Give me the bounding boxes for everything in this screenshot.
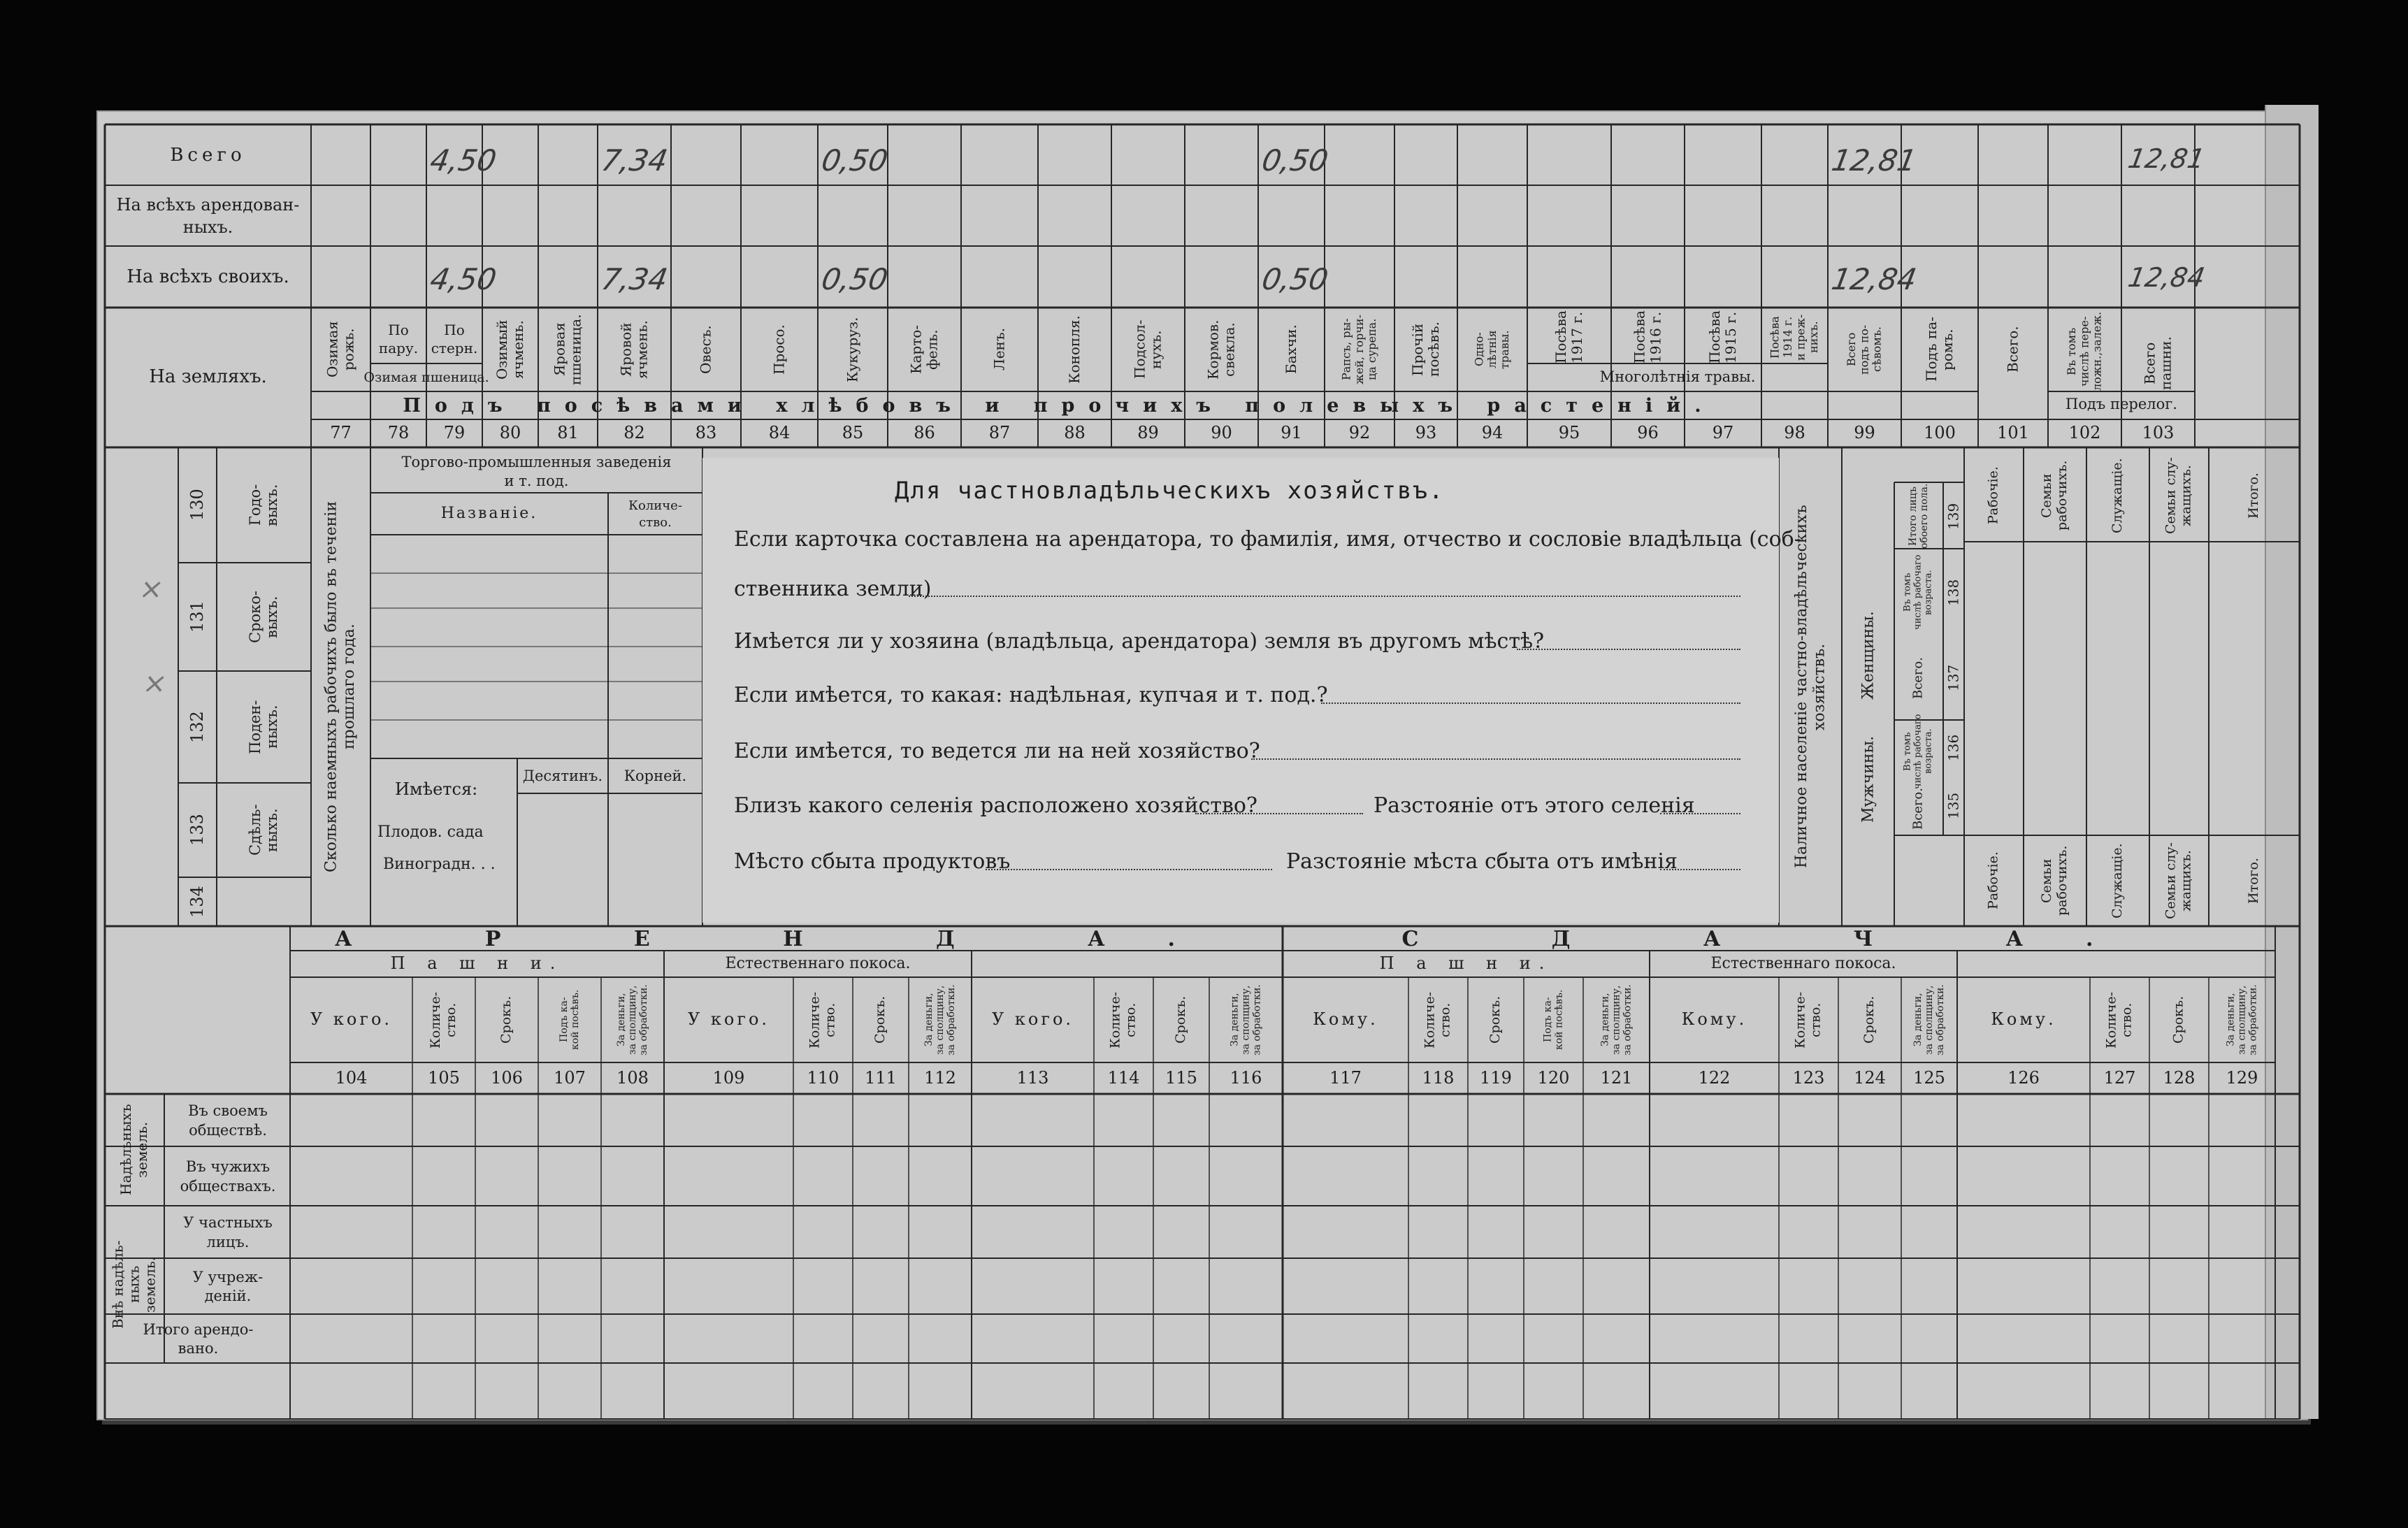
q2-answer-line[interactable] (1517, 649, 1740, 650)
pop-head-top-4: Итого. (2246, 473, 2262, 519)
bcol-num-106: 106 (491, 1067, 523, 1088)
row-u-uchrezhdeniy: У учреж- деній. (192, 1268, 264, 1304)
trade-title: Торгово-промышленныя заведенія и т. под. (401, 453, 672, 489)
imeetsya-label: Имѣется: (395, 779, 478, 799)
bcol-num-116: 116 (1230, 1067, 1262, 1088)
hired-workers-title: Сколько наемныхъ рабочихъ было въ теченіи прошлаго года. (322, 501, 358, 873)
col-head-84: Просо. (770, 324, 788, 375)
bcol-head-121: За деньги, за сполщину, за обработки. (1599, 984, 1634, 1055)
col-num-86: 86 (914, 423, 935, 443)
muzh-vsego: Всего. (1910, 788, 1926, 830)
arenda-pokos: Естественнаго покоса. (725, 954, 911, 972)
bcol-head-109: У кого. (687, 1009, 770, 1030)
pop-num-135: 135 (1945, 792, 1962, 819)
col-head-78: По пару. (378, 322, 419, 356)
arenda-title: А Р Е Н Д А. (335, 926, 1238, 951)
pod-perelog-label: Подъ перелог. (2065, 396, 2177, 413)
bcol-head-116: За деньги, за сполщину, за обработки. (1229, 984, 1263, 1055)
bcol-head-122: Кому. (1681, 1009, 1747, 1030)
bcol-num-126: 126 (2007, 1067, 2040, 1088)
bcol-head-113: У кого. (991, 1009, 1074, 1030)
col-num-80: 80 (499, 423, 521, 443)
hw-value-82-row0: 7,34 (598, 143, 670, 178)
hw-value-85-row0: 0,50 (819, 143, 891, 178)
col-head-89: Подсол- нухъ. (1131, 319, 1165, 380)
bcol-head-115: Срокъ. (1173, 995, 1189, 1044)
bcol-num-123: 123 (1792, 1067, 1825, 1088)
pop-head-top-2: Служащіе. (2110, 458, 2126, 533)
col-num-83: 83 (695, 423, 717, 443)
bcol-head-105: Количе- ство. (428, 991, 459, 1048)
bcol-head-107: Подъ ка- кой посѣвъ. (558, 989, 581, 1051)
col-num-88: 88 (1064, 423, 1086, 443)
q6-distance-line[interactable] (1660, 869, 1740, 870)
bcol-num-112: 112 (924, 1067, 956, 1088)
col-num-78: 78 (387, 423, 410, 443)
bcol-num-114: 114 (1107, 1067, 1140, 1088)
bcol-num-122: 122 (1698, 1067, 1731, 1088)
col-head-80: Озимый ячмень. (493, 319, 526, 380)
col-head-98: Посѣва 1914 г. и преж- нихъ. (1768, 314, 1820, 361)
q4-text: Если имѣется, то ведется ли на ней хозяйство? (734, 739, 1260, 763)
pop-head-bottom-0: Рабочіе. (1985, 851, 2001, 910)
bcol-head-129: За деньги, за сполщину, за обработки. (2225, 984, 2259, 1055)
bcol-head-128: Срокъ. (2170, 995, 2186, 1044)
hw-value-79-row0: 4,50 (427, 143, 499, 178)
q5-distance-text: Разстояніе отъ этого селенія (1374, 793, 1695, 818)
col-num-89: 89 (1137, 423, 1159, 443)
bcol-num-104: 104 (335, 1067, 368, 1088)
row-v-chuzhih: Въ чужихъ обществахъ. (180, 1158, 276, 1195)
col-head-101: Всего. (2004, 326, 2021, 373)
hw-value-99-row2: 12,84 (1829, 262, 1919, 296)
desyatin-label: Десятинъ. (522, 767, 603, 784)
hired-head-2: Поден- ныхъ. (246, 700, 280, 754)
bcol-head-125: За деньги, за сполщину, за обработки. (1912, 984, 1947, 1055)
hw-value-91-row0: 0,50 (1259, 143, 1331, 178)
col-num-87: 87 (988, 423, 1011, 443)
itogo-oboego-pola: Итого лицъ обоего пола. (1907, 483, 1930, 549)
col-num-93: 93 (1415, 423, 1437, 443)
hired-head-3: Сдѣль- ныхъ. (246, 804, 280, 856)
col-num-95: 95 (1558, 423, 1580, 443)
bcol-head-108: За деньги, за сполщину, за обработки. (615, 984, 650, 1055)
bcol-num-108: 108 (617, 1067, 649, 1088)
pop-num-138: 138 (1945, 579, 1962, 606)
banner-posevy: Подъ посѣвами хлѣбовъ и прочихъ полевыхъ растеній. (403, 395, 1715, 417)
q1-line-b: ственника земли) (734, 577, 932, 601)
muzh-v-tom: Въ томъ числѣ рабочаго возраста. (1902, 714, 1934, 789)
muzhchiny-label: Мужчины. (1859, 735, 1877, 823)
hw-value-82-row2: 7,34 (598, 262, 670, 296)
bcol-head-111: Срокъ. (872, 995, 888, 1044)
bcol-head-126: Кому. (1991, 1009, 2056, 1030)
col-num-103: 103 (2142, 423, 2175, 443)
col-num-92: 92 (1348, 423, 1371, 443)
bcol-num-107: 107 (554, 1067, 586, 1088)
col-head-86: Карто- фель. (907, 324, 941, 375)
col-num-102: 102 (2068, 423, 2101, 443)
col-num-94: 94 (1481, 423, 1504, 443)
sdacha-pokos: Естественнаго покоса. (1710, 954, 1896, 972)
bcol-num-113: 113 (1016, 1067, 1049, 1088)
bcol-head-124: Срокъ. (1861, 995, 1877, 1044)
col-num-98: 98 (1784, 423, 1805, 443)
private-farm-title: Для частновладѣльческихъ хозяйствъ. (895, 477, 1445, 505)
row-label-na-zemlyah: На земляхъ. (149, 366, 267, 388)
population-title: Наличное населеніе частно-владѣльческихъ хозяйствъ. (1793, 505, 1829, 869)
col-num-84: 84 (768, 423, 791, 443)
pop-head-bottom-1: Семьи рабочихъ. (2039, 845, 2070, 916)
col-head-91: Бахчи. (1283, 324, 1299, 375)
hired-num-133: 133 (187, 814, 208, 846)
vinogradnik-label: Виноградн. . . (383, 856, 496, 873)
pop-head-bottom-2: Служащіе. (2110, 843, 2126, 918)
bcol-head-106: Срокъ. (498, 995, 514, 1044)
bcol-num-118: 118 (1422, 1067, 1455, 1088)
q5-answer-line[interactable] (1195, 813, 1363, 814)
bcol-head-119: Срокъ. (1487, 995, 1504, 1044)
col-num-81: 81 (557, 423, 579, 443)
col-num-96: 96 (1637, 423, 1659, 443)
bcol-num-120: 120 (1537, 1067, 1570, 1088)
bcol-num-115: 115 (1165, 1067, 1197, 1088)
zhen-v-tom: Въ томъ числѣ рабочаго возраста. (1902, 554, 1934, 630)
col-head-103: Всего пашни. (2141, 336, 2175, 391)
col-head-87: Ленъ. (990, 328, 1008, 371)
col-head-77: Озимая рожь. (324, 321, 357, 378)
col-head-96: Посѣва 1916 г. (1631, 310, 1664, 364)
col-head-95: Посѣва 1917 г. (1552, 310, 1585, 364)
pop-head-top-3: Семьи слу- жащихъ. (2163, 457, 2194, 534)
hw-value-103-row2: 12,84 (2126, 262, 2207, 293)
sdacha-pashni: П а ш н и. (1379, 953, 1553, 974)
bcol-num-127: 127 (2103, 1067, 2136, 1088)
trade-kolichestvo: Количе- ство. (628, 498, 682, 530)
row-u-chastnyh: У частныхъ лицъ. (183, 1214, 273, 1250)
bcol-num-117: 117 (1329, 1067, 1362, 1088)
col-head-99: Всего подъ по- сѣвомъ. (1844, 324, 1884, 375)
col-head-88: Конопля. (1066, 315, 1083, 384)
hired-head-1: Сроко- выхъ. (246, 590, 280, 644)
col-head-82: Яровой ячмень. (617, 320, 651, 379)
bcol-num-111: 111 (865, 1067, 897, 1088)
bcol-head-118: Количе- ство. (1422, 991, 1453, 1048)
bcol-num-128: 128 (2163, 1067, 2196, 1088)
col-num-77: 77 (330, 423, 352, 443)
q1-answer-line[interactable] (909, 596, 1740, 597)
trade-nazvanie: Названіе. (440, 505, 538, 523)
zhen-vsego: Всего. (1910, 657, 1926, 699)
bcol-head-104: У кого. (310, 1009, 393, 1030)
row-v-svoem: Въ своемъ обществѣ. (188, 1102, 268, 1139)
pop-num-136: 136 (1945, 734, 1962, 762)
col-head-85: Кукуруз. (844, 317, 861, 382)
bcol-head-123: Количе- ство. (1792, 991, 1824, 1048)
row-label-vsego: Всего (170, 144, 246, 166)
bcol-head-114: Количе- ство. (1107, 991, 1139, 1048)
bcol-num-110: 110 (807, 1067, 839, 1088)
col-num-90: 90 (1211, 423, 1232, 443)
q6-answer-line[interactable] (986, 869, 1272, 870)
row-label-svoih: На всѣхъ своихъ. (127, 266, 289, 287)
col-head-97: Посѣва 1915 г. (1706, 310, 1739, 364)
q3-answer-line[interactable] (1321, 702, 1740, 704)
row-itogo-arendovano: Итого арендо- вано. (143, 1320, 254, 1357)
bcol-num-105: 105 (428, 1067, 460, 1088)
group-nadelnyh: Надѣльныхъ земель. (117, 1104, 150, 1196)
hw-value-85-row2: 0,50 (819, 262, 891, 296)
q3-text: Если имѣется, то какая: надѣльная, купчая и т. под.? (734, 683, 1328, 707)
col-head-100: Подъ па- ромъ. (1923, 317, 1956, 382)
hired-num-132: 132 (187, 711, 208, 743)
pop-head-bottom-3: Семьи слу- жащихъ. (2163, 842, 2194, 919)
col-head-102: Въ томъ числѣ пере- ложн.,залеж. (2064, 311, 2104, 391)
arenda-pashni: П а ш н и. (390, 953, 564, 974)
ozimaya-pshenitsa-label: Озимая пшеница. (363, 369, 489, 385)
q6-text: Мѣсто сбыта продуктовъ (734, 849, 1011, 874)
plodov-sada-label: Плодов. сада (377, 823, 484, 841)
pencil-mark-1: × (136, 573, 166, 605)
zhenshchiny-label: Женщины. (1859, 611, 1877, 700)
pop-head-top-0: Рабочіе. (1985, 466, 2001, 525)
col-num-97: 97 (1712, 423, 1734, 443)
q1-line-a: Если карточка составлена на арендатора, то фамилія, имя, отчество и сословіе владѣльца (соб- (734, 527, 1801, 552)
row-label-arendovannyh: На всѣхъ арендован- ныхъ. (116, 195, 300, 237)
q6-distance-text: Разстояніе мѣста сбыта отъ имѣнія (1286, 849, 1678, 874)
korney-label: Корней. (623, 767, 687, 784)
bcol-num-109: 109 (712, 1067, 745, 1088)
q5-distance-line[interactable] (1660, 813, 1740, 814)
col-head-94: Одно- лѣтнія травы. (1472, 330, 1512, 369)
hired-num-134: 134 (187, 886, 208, 918)
mnogoletnie-label: Многолѣтнія травы. (1599, 368, 1756, 386)
col-num-101: 101 (1997, 423, 2029, 443)
col-num-99: 99 (1854, 423, 1875, 443)
hw-value-99-row0: 12,81 (1829, 143, 1919, 178)
bcol-num-124: 124 (1854, 1067, 1886, 1088)
col-num-85: 85 (842, 423, 864, 443)
bcol-head-127: Количе- ство. (2103, 991, 2135, 1048)
q5-text: Близъ какого селенія расположено хозяйство? (734, 793, 1257, 818)
col-head-90: Кормов. свекла. (1204, 319, 1238, 380)
col-head-83: Овесъ. (697, 325, 714, 374)
bcol-num-119: 119 (1480, 1067, 1512, 1088)
pop-num-137: 137 (1945, 664, 1962, 692)
hired-num-131: 131 (187, 600, 208, 633)
hired-head-0: Годо- выхъ. (246, 484, 280, 526)
col-num-79: 79 (443, 423, 466, 443)
col-head-93: Прочій посѣвъ. (1409, 322, 1442, 377)
bcol-head-117: Кому. (1313, 1009, 1378, 1030)
bcol-num-125: 125 (1913, 1067, 1945, 1088)
col-num-91: 91 (1281, 423, 1302, 443)
pencil-mark-2: × (140, 668, 170, 700)
col-head-92: Рапсъ, ры- жей, горчи- ца сурепа. (1339, 315, 1379, 384)
pop-head-bottom-4: Итого. (2246, 858, 2262, 904)
hw-value-91-row2: 0,50 (1259, 262, 1331, 296)
pop-num-139: 139 (1945, 503, 1962, 530)
sdacha-title: С Д А Ч А. (1401, 926, 2156, 951)
bcol-num-121: 121 (1600, 1067, 1633, 1088)
bcol-num-129: 129 (2226, 1067, 2258, 1088)
bcol-head-112: За деньги, за сполщину, за обработки. (923, 984, 958, 1055)
bcol-head-110: Количе- ство. (807, 991, 838, 1048)
q2-text: Имѣется ли у хозяина (владѣльца, арендатора) земля въ другомъ мѣстѣ? (734, 629, 1545, 654)
q4-answer-line[interactable] (1251, 758, 1740, 760)
hw-value-103-row0: 12,81 (2126, 143, 2207, 174)
hired-num-130: 130 (187, 489, 208, 521)
bcol-head-120: Подъ ка- кой посѣвъ. (1542, 989, 1565, 1051)
col-num-82: 82 (623, 423, 645, 443)
hw-value-79-row2: 4,50 (427, 262, 499, 296)
pop-head-top-1: Семьи рабочихъ. (2039, 460, 2070, 531)
col-head-79: По стерн. (431, 322, 478, 356)
col-head-81: Яровая пшеница. (551, 314, 584, 385)
col-num-100: 100 (1924, 423, 1956, 443)
group-vne-nadelnyh: Внѣ надѣль- ныхъ земель. (109, 1240, 159, 1329)
